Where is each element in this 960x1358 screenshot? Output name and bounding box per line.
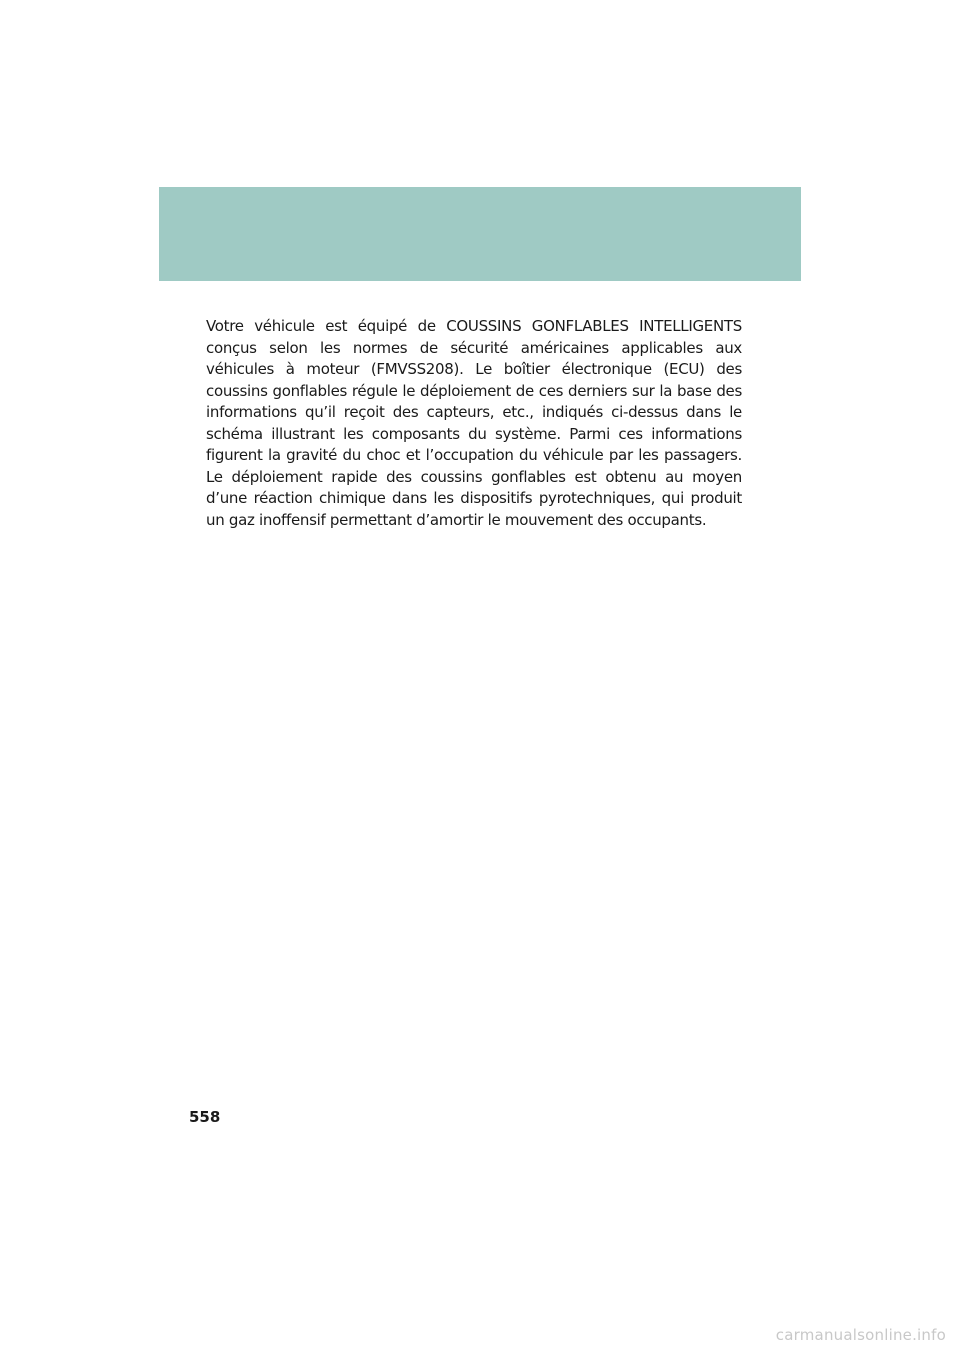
page-number: 558 [189,1108,221,1126]
body-paragraph: Votre véhicule est équipé de COUSSINS GONFLABLES INTELLIGENTS conçus selon les normes de sécurité américaines applicables aux véhicules à moteur (FMVSS208). Le boîtier électronique (ECU) des coussins gonflables régule le déploiement de ces derniers sur la base des informations qu’il reçoit des capteurs, etc., indiqués ci-dessus dans le schéma illustrant les composants du système. Parmi ces informations figurent la gravité du choc et l’occupation du véhicule par les passagers. Le déploiement rapide des coussins gonflables est obtenu au moyen d’une réaction chimique dans les dispositifs pyrotechniques, qui produit un gaz inoffensif permettant d’amortir le mouvement des occupants. [206,317,742,529]
watermark-text: carmanualsonline.info [775,1326,946,1344]
header-band [159,187,801,281]
